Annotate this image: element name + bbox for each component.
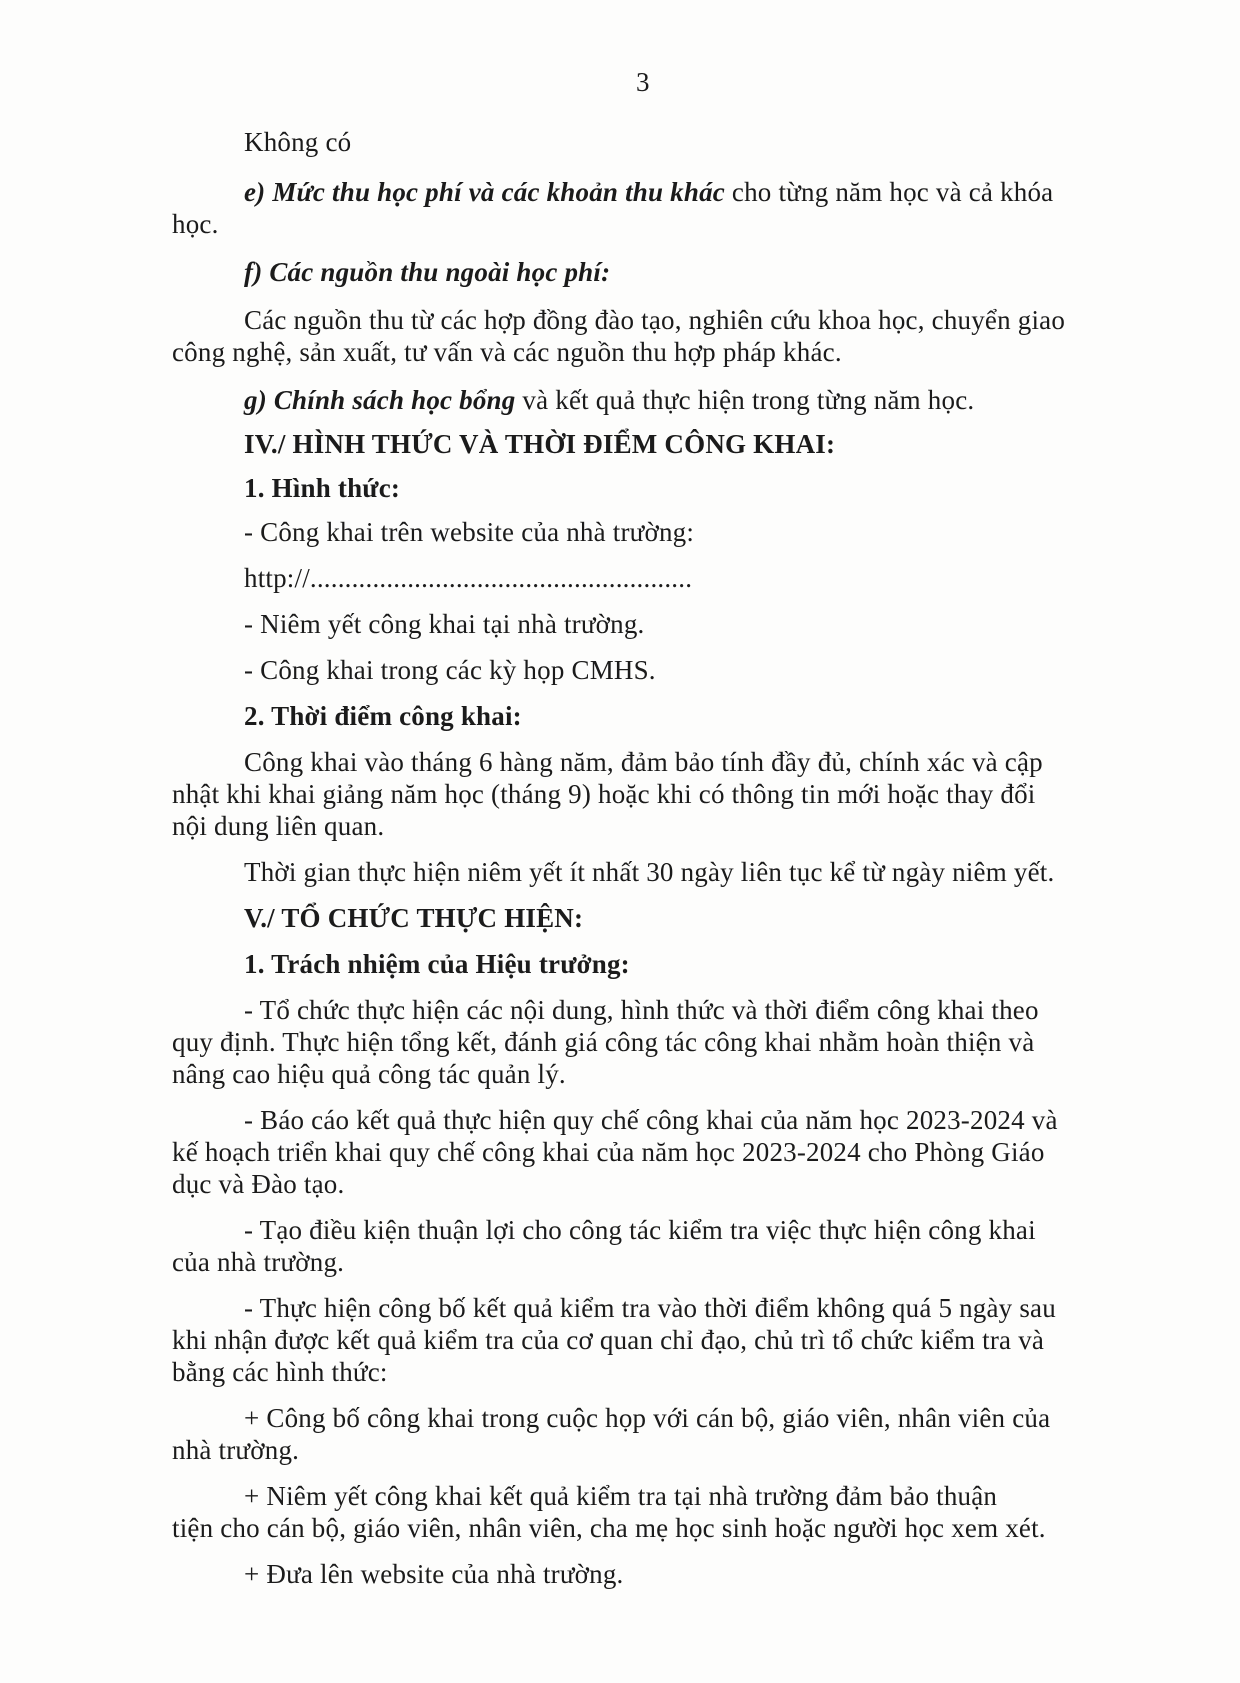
text-line: Thời gian thực hiện niêm yết ít nhất 30 ngày liên tục kể từ ngày niêm yết. bbox=[244, 857, 1055, 887]
text-line: nội dung liên quan. bbox=[172, 811, 385, 841]
text-line bbox=[244, 384, 974, 416]
text-line: của nhà trường. bbox=[172, 1247, 345, 1277]
text-line: - Công khai trong các kỳ họp CMHS. bbox=[244, 655, 656, 685]
website-url-line: http://....................................................... bbox=[244, 563, 693, 593]
section-heading-g: g) Chính sách học bổng bbox=[244, 385, 516, 415]
text-line: tiện cho cán bộ, giáo viên, nhân viên, cha mẹ học sinh hoặc người học xem xét. bbox=[172, 1513, 1046, 1543]
text-line: bằng các hình thức: bbox=[172, 1357, 388, 1387]
text-line: + Đưa lên website của nhà trường. bbox=[244, 1559, 624, 1589]
text-line: + Công bố công khai trong cuộc họp với cán bộ, giáo viên, nhân viên của bbox=[244, 1403, 1051, 1433]
text-line: - Tổ chức thực hiện các nội dung, hình thức và thời điểm công khai theo bbox=[244, 995, 1039, 1025]
subheading: 1. Hình thức: bbox=[244, 473, 401, 503]
text-line: quy định. Thực hiện tổng kết, đánh giá công tác công khai nhằm hoàn thiện và bbox=[172, 1027, 1035, 1057]
text-line: nhà trường. bbox=[172, 1435, 300, 1465]
text-line: + Niêm yết công khai kết quả kiểm tra tại nhà trường đảm bảo thuận bbox=[244, 1481, 998, 1511]
text-line: - Niêm yết công khai tại nhà trường. bbox=[244, 609, 645, 639]
text-line: Các nguồn thu từ các hợp đồng đào tạo, nghiên cứu khoa học, chuyển giao bbox=[244, 305, 1066, 335]
section-heading-iv: IV./ HÌNH THỨC VÀ THỜI ĐIỂM CÔNG KHAI: bbox=[244, 429, 836, 459]
text-line: nâng cao hiệu quả công tác quản lý. bbox=[172, 1059, 566, 1089]
text-line: - Báo cáo kết quả thực hiện quy chế công khai của năm học 2023-2024 và bbox=[244, 1105, 1058, 1135]
text-span: cho từng năm học và cả khóa bbox=[724, 177, 1054, 207]
text-line: Công khai vào tháng 6 hàng năm, đảm bảo tính đầy đủ, chính xác và cập bbox=[244, 747, 1043, 777]
text-line: học. bbox=[172, 209, 219, 239]
text-line: - Thực hiện công bố kết quả kiểm tra vào thời điểm không quá 5 ngày sau bbox=[244, 1293, 1056, 1323]
text-line: công nghệ, sản xuất, tư vấn và các nguồn thu hợp pháp khác. bbox=[172, 337, 842, 367]
text-span: và kết quả thực hiện trong từng năm học. bbox=[515, 385, 975, 415]
text-line: dục và Đào tạo. bbox=[172, 1169, 345, 1199]
text-line bbox=[244, 176, 1053, 208]
text-line: - Công khai trên website của nhà trường: bbox=[244, 517, 695, 547]
subheading: 2. Thời điểm công khai: bbox=[244, 701, 522, 731]
text-line: khi nhận được kết quả kiểm tra của cơ quan chỉ đạo, chủ trì tổ chức kiểm tra và bbox=[172, 1325, 1045, 1355]
page-number: 3 bbox=[636, 67, 650, 97]
section-heading-f: f) Các nguồn thu ngoài học phí: bbox=[244, 257, 611, 287]
text-line: - Tạo điều kiện thuận lợi cho công tác kiểm tra việc thực hiện công khai bbox=[244, 1215, 1036, 1245]
section-heading-v: V./ TỔ CHỨC THỰC HIỆN: bbox=[244, 903, 584, 933]
text-line: kế hoạch triển khai quy chế công khai của năm học 2023-2024 cho Phòng Giáo bbox=[172, 1137, 1045, 1167]
text-line: Không có bbox=[244, 127, 352, 157]
section-heading-e: e) Mức thu học phí và các khoản thu khác bbox=[244, 177, 725, 207]
text-line: nhật khi khai giảng năm học (tháng 9) hoặc khi có thông tin mới hoặc thay đổi bbox=[172, 779, 1036, 809]
subheading: 1. Trách nhiệm của Hiệu trưởng: bbox=[244, 949, 630, 979]
